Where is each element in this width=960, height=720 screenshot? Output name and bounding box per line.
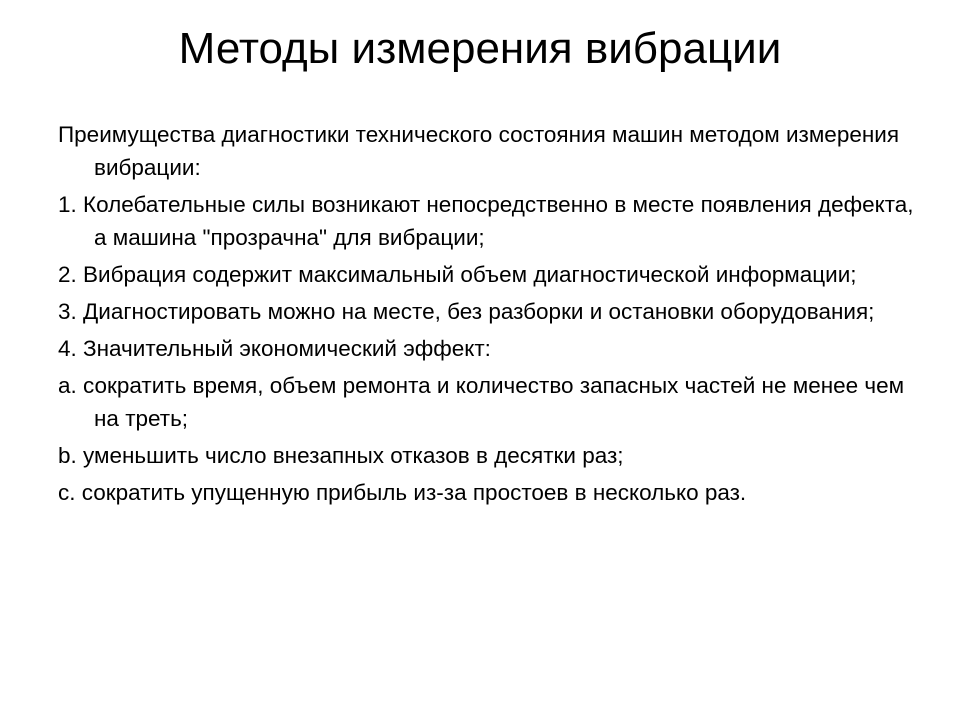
sub-item-a: a. сократить время, объем ремонта и количество запасных частей не менее чем на треть;	[58, 373, 905, 431]
list-item-1: 1. Колебательные силы возникают непосредственно в месте появления дефекта, а машина "прозрачна" для вибрации;	[58, 192, 914, 250]
list-item-4: 4. Значительный экономический эффект:	[58, 336, 491, 361]
sub-item-c: c. сократить упущенную прибыль из-за простоев в несколько раз.	[58, 480, 747, 505]
sub-item-b: b. уменьшить число внезапных отказов в десятки раз;	[58, 443, 624, 468]
list-item-3: 3. Диагностировать можно на месте, без разборки и остановки оборудования;	[58, 299, 875, 324]
intro-paragraph: Преимущества диагностики технического состояния машин методом измерения вибрации:	[58, 122, 900, 180]
list-item-2: 2. Вибрация содержит максимальный объем диагностической информации;	[58, 262, 857, 287]
slide-body	[58, 118, 918, 513]
slide-title: Методы измерения вибрации	[178, 24, 782, 73]
